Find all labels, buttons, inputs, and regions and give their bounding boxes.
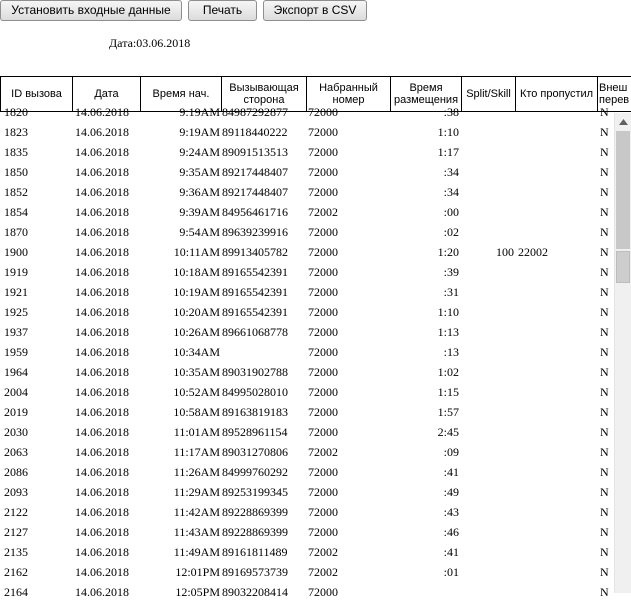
table-row[interactable] <box>0 582 614 602</box>
cell-dialed-number: 72000 <box>308 325 338 339</box>
table-row[interactable] <box>0 182 614 202</box>
cell-start-time: 9:19AM <box>179 105 220 119</box>
cell-start-time: 10:20AM <box>173 305 220 319</box>
cell-caller: 89228869399 <box>222 525 288 539</box>
table-row[interactable] <box>0 422 614 442</box>
cell-date: 14.06.2018 <box>75 405 129 419</box>
cell-start-time: 11:43AM <box>173 525 220 539</box>
header-dialed-number[interactable]: Набранный номер <box>307 77 391 112</box>
cell-start-time: 11:49AM <box>173 545 220 559</box>
cell-call-id: 2135 <box>4 545 28 559</box>
scroll-up-arrow[interactable] <box>615 113 631 130</box>
cell-placement-time: :41 <box>443 465 459 479</box>
table-row[interactable] <box>0 242 614 262</box>
cell-split-skill <box>462 202 514 222</box>
table-row[interactable] <box>0 122 614 142</box>
cell-external-transfer: N <box>600 445 609 459</box>
cell-placement-time: :39 <box>443 265 459 279</box>
table-row[interactable] <box>0 442 614 462</box>
cell-split-skill <box>462 162 514 182</box>
cell-split-skill <box>462 322 514 342</box>
cell-caller: 84956461716 <box>222 205 288 219</box>
cell-placement-time: 1:57 <box>437 405 459 419</box>
cell-external-transfer: N <box>600 185 609 199</box>
cell-call-id: 2127 <box>4 525 28 539</box>
cell-external-transfer: N <box>600 545 609 559</box>
cell-split-skill <box>462 542 514 562</box>
table-row[interactable] <box>0 382 614 402</box>
table-row[interactable] <box>0 202 614 222</box>
cell-placement-time: :38 <box>443 105 459 119</box>
cell-dialed-number: 72000 <box>308 145 338 159</box>
report-date: Дата:03.06.2018 <box>109 36 191 50</box>
cell-external-transfer: N <box>600 345 609 359</box>
cell-date: 14.06.2018 <box>75 425 129 439</box>
table-row[interactable] <box>0 322 614 342</box>
cell-call-id: 1820 <box>4 105 28 119</box>
cell-call-id: 1850 <box>4 165 28 179</box>
cell-call-id: 2019 <box>4 405 28 419</box>
cell-external-transfer: N <box>600 505 609 519</box>
cell-date: 14.06.2018 <box>75 585 129 599</box>
cell-call-id: 2162 <box>4 565 28 579</box>
table-row[interactable] <box>0 162 614 182</box>
cell-caller: 89639239916 <box>222 225 288 239</box>
table-rows <box>0 102 614 602</box>
triangle-up-icon <box>619 119 628 125</box>
print-button[interactable]: Печать <box>188 0 257 21</box>
cell-caller: 89031270806 <box>222 445 288 459</box>
cell-split-skill <box>462 442 514 462</box>
cell-placement-time: :00 <box>443 205 459 219</box>
cell-external-transfer: N <box>600 145 609 159</box>
cell-placement-time: :34 <box>443 165 459 179</box>
cell-date: 14.06.2018 <box>75 305 129 319</box>
cell-dialed-number: 72000 <box>308 465 338 479</box>
cell-start-time: 11:42AM <box>173 505 220 519</box>
cell-call-id: 1835 <box>4 145 28 159</box>
cell-call-id: 2086 <box>4 465 28 479</box>
cell-placement-time: 2:45 <box>437 425 459 439</box>
cell-start-time: 9:24AM <box>179 145 220 159</box>
cell-dialed-number: 72000 <box>308 245 338 259</box>
cell-start-time: 10:19AM <box>173 285 220 299</box>
table-row[interactable] <box>0 282 614 302</box>
cell-dialed-number: 72000 <box>308 525 338 539</box>
cell-dialed-number: 72000 <box>308 165 338 179</box>
cell-start-time: 10:35AM <box>173 365 220 379</box>
cell-call-id: 1870 <box>4 225 28 239</box>
cell-placement-time: :46 <box>443 525 459 539</box>
header-start-time[interactable]: Время нач. <box>141 77 222 112</box>
cell-start-time: 11:26AM <box>173 465 220 479</box>
cell-call-id: 2122 <box>4 505 28 519</box>
cell-external-transfer: N <box>600 365 609 379</box>
cell-caller: 89169573739 <box>222 565 288 579</box>
cell-start-time: 9:35AM <box>179 165 220 179</box>
cell-external-transfer: N <box>600 265 609 279</box>
cell-placement-time: 1:20 <box>437 245 459 259</box>
cell-caller: 89032208414 <box>222 585 288 599</box>
cell-external-transfer: N <box>600 165 609 179</box>
table-row[interactable] <box>0 342 614 362</box>
header-date[interactable]: Дата <box>73 77 141 112</box>
cell-date: 14.06.2018 <box>75 165 129 179</box>
scrollbar-track[interactable] <box>616 131 630 249</box>
scrollbar-thumb[interactable] <box>616 251 630 283</box>
cell-placement-time: :13 <box>443 345 459 359</box>
table-row[interactable] <box>0 142 614 162</box>
cell-caller: 89118440222 <box>222 125 288 139</box>
cell-external-transfer: N <box>600 105 609 119</box>
cell-date: 14.06.2018 <box>75 385 129 399</box>
table-row[interactable] <box>0 402 614 422</box>
cell-dialed-number: 72000 <box>308 225 338 239</box>
cell-caller: 89528961154 <box>222 425 288 439</box>
table-row[interactable] <box>0 462 614 482</box>
table-row[interactable] <box>0 262 614 282</box>
cell-external-transfer: N <box>600 585 609 599</box>
cell-start-time: 10:34AM <box>173 345 220 359</box>
cell-caller: 84987292877 <box>222 105 288 119</box>
cell-split-skill <box>462 522 514 542</box>
cell-date: 14.06.2018 <box>75 285 129 299</box>
cell-dialed-number: 72002 <box>308 445 338 459</box>
cell-placement-time: :31 <box>443 285 459 299</box>
cell-external-transfer: N <box>600 405 609 419</box>
cell-start-time: 11:01AM <box>173 425 220 439</box>
cell-dialed-number: 72000 <box>308 125 338 139</box>
set-input-data-button[interactable]: Установить входные данные <box>0 0 182 21</box>
cell-date: 14.06.2018 <box>75 225 129 239</box>
calls-table <box>0 76 631 599</box>
cell-call-id: 1852 <box>4 185 28 199</box>
cell-date: 14.06.2018 <box>75 185 129 199</box>
table-row[interactable] <box>0 302 614 322</box>
cell-caller: 89217448407 <box>222 185 288 199</box>
cell-dialed-number: 72000 <box>308 585 338 599</box>
table-row[interactable] <box>0 102 614 122</box>
cell-placement-time: 1:02 <box>437 365 459 379</box>
cell-start-time: 10:26AM <box>173 325 220 339</box>
cell-placement-time: :43 <box>443 505 459 519</box>
cell-split-skill <box>462 262 514 282</box>
cell-call-id: 1919 <box>4 265 28 279</box>
cell-call-id: 1921 <box>4 285 28 299</box>
cell-date: 14.06.2018 <box>75 365 129 379</box>
cell-split-skill <box>462 102 514 122</box>
cell-start-time: 9:19AM <box>179 125 220 139</box>
cell-call-id: 2164 <box>4 585 28 599</box>
cell-placement-time: 1:15 <box>437 385 459 399</box>
cell-start-time: 11:17AM <box>173 445 220 459</box>
cell-caller: 89228869399 <box>222 505 288 519</box>
header-call-id[interactable]: ID вызова <box>0 77 73 112</box>
header-external-transfer[interactable]: Внеш перев <box>598 77 631 112</box>
cell-date: 14.06.2018 <box>75 525 129 539</box>
cell-split-skill <box>462 462 514 482</box>
cell-start-time: 9:39AM <box>179 205 220 219</box>
cell-split-skill <box>462 582 514 602</box>
cell-date: 14.06.2018 <box>75 205 129 219</box>
cell-caller: 89253199345 <box>222 485 288 499</box>
cell-external-transfer: N <box>600 565 609 579</box>
cell-dialed-number: 72000 <box>308 345 338 359</box>
cell-caller: 89661068778 <box>222 325 288 339</box>
cell-placement-time: :02 <box>443 225 459 239</box>
cell-split-skill <box>462 282 514 302</box>
table-row[interactable] <box>0 522 614 542</box>
cell-date: 14.06.2018 <box>75 265 129 279</box>
cell-dialed-number: 72000 <box>308 405 338 419</box>
cell-call-id: 1823 <box>4 125 28 139</box>
cell-call-id: 1900 <box>4 245 28 259</box>
cell-start-time: 10:52AM <box>173 385 220 399</box>
cell-split-skill: 100 <box>496 245 514 259</box>
cell-dialed-number: 72000 <box>308 365 338 379</box>
cell-caller: 89165542391 <box>222 285 288 299</box>
cell-placement-time: 1:10 <box>437 305 459 319</box>
table-row[interactable] <box>0 362 614 382</box>
header-split-skill[interactable]: Split/Skill <box>462 77 516 112</box>
cell-external-transfer: N <box>600 225 609 239</box>
cell-dialed-number: 72000 <box>308 425 338 439</box>
cell-date: 14.06.2018 <box>75 485 129 499</box>
cell-call-id: 2030 <box>4 425 28 439</box>
cell-call-id: 1854 <box>4 205 28 219</box>
cell-split-skill <box>462 122 514 142</box>
cell-split-skill <box>462 562 514 582</box>
cell-date: 14.06.2018 <box>75 565 129 579</box>
cell-placement-time: :41 <box>443 545 459 559</box>
cell-date: 14.06.2018 <box>75 445 129 459</box>
export-csv-button[interactable]: Экспорт в CSV <box>263 0 367 21</box>
cell-date: 14.06.2018 <box>75 145 129 159</box>
header-placement-time[interactable]: Время размещения <box>391 77 462 112</box>
cell-caller: 89217448407 <box>222 165 288 179</box>
cell-caller: 84995028010 <box>222 385 288 399</box>
cell-split-skill <box>462 362 514 382</box>
cell-split-skill <box>462 402 514 422</box>
cell-call-id: 1925 <box>4 305 28 319</box>
cell-placement-time: :09 <box>443 445 459 459</box>
cell-split-skill <box>462 222 514 242</box>
cell-start-time: 9:54AM <box>179 225 220 239</box>
table-row[interactable] <box>0 542 614 562</box>
cell-placement-time: :34 <box>443 185 459 199</box>
cell-caller: 89913405782 <box>222 245 288 259</box>
cell-placement-time: 1:13 <box>437 325 459 339</box>
cell-dialed-number: 72000 <box>308 285 338 299</box>
cell-start-time: 10:18AM <box>173 265 220 279</box>
cell-external-transfer: N <box>600 425 609 439</box>
cell-date: 14.06.2018 <box>75 245 129 259</box>
cell-split-skill <box>462 482 514 502</box>
cell-external-transfer: N <box>600 385 609 399</box>
cell-caller: 89163819183 <box>222 405 288 419</box>
cell-start-time: 12:05PM <box>175 585 220 599</box>
cell-date: 14.06.2018 <box>75 325 129 339</box>
cell-placement-time <box>392 582 459 602</box>
cell-dialed-number: 72000 <box>308 185 338 199</box>
cell-split-skill <box>462 142 514 162</box>
cell-external-transfer: N <box>600 465 609 479</box>
cell-date: 14.06.2018 <box>75 105 129 119</box>
cell-external-transfer: N <box>600 485 609 499</box>
cell-external-transfer: N <box>600 525 609 539</box>
cell-start-time: 11:29AM <box>173 485 220 499</box>
cell-split-skill <box>462 342 514 362</box>
cell-external-transfer: N <box>600 305 609 319</box>
cell-caller: 89031902788 <box>222 365 288 379</box>
cell-external-transfer: N <box>600 245 609 259</box>
cell-call-id: 1937 <box>4 325 28 339</box>
cell-start-time: 9:36AM <box>179 185 220 199</box>
vertical-scrollbar[interactable] <box>614 113 631 593</box>
cell-call-id: 1959 <box>4 345 28 359</box>
cell-dialed-number: 72000 <box>308 305 338 319</box>
cell-placement-time: :01 <box>443 565 459 579</box>
cell-call-id: 2063 <box>4 445 28 459</box>
cell-dialed-number: 72002 <box>308 565 338 579</box>
cell-caller: 89161811489 <box>222 545 288 559</box>
cell-split-skill <box>462 422 514 442</box>
cell-split-skill <box>462 302 514 322</box>
cell-dialed-number: 72002 <box>308 545 338 559</box>
cell-date: 14.06.2018 <box>75 465 129 479</box>
cell-call-id: 2004 <box>4 385 28 399</box>
cell-date: 14.06.2018 <box>75 125 129 139</box>
cell-split-skill <box>462 382 514 402</box>
cell-start-time: 10:58AM <box>173 405 220 419</box>
cell-call-id: 1964 <box>4 365 28 379</box>
cell-date: 14.06.2018 <box>75 545 129 559</box>
table-row[interactable] <box>0 482 614 502</box>
cell-dialed-number: 72000 <box>308 265 338 279</box>
cell-date: 14.06.2018 <box>75 345 129 359</box>
table-body <box>0 105 614 599</box>
cell-start-time: 12:01PM <box>175 565 220 579</box>
cell-dialed-number: 72000 <box>308 385 338 399</box>
cell-external-transfer: N <box>600 125 609 139</box>
cell-start-time: 10:11AM <box>173 245 220 259</box>
cell-placement-time: 1:17 <box>437 145 459 159</box>
cell-split-skill <box>462 502 514 522</box>
table-row[interactable] <box>0 502 614 522</box>
cell-dialed-number: 72000 <box>308 505 338 519</box>
cell-date: 14.06.2018 <box>75 505 129 519</box>
cell-caller: 89165542391 <box>222 305 288 319</box>
table-row[interactable] <box>0 222 614 242</box>
cell-caller: 89165542391 <box>222 265 288 279</box>
cell-dialed-number: 72000 <box>308 485 338 499</box>
header-caller[interactable]: Вызывающая сторона <box>222 77 307 112</box>
cell-call-id: 2093 <box>4 485 28 499</box>
cell-caller: 84999760292 <box>222 465 288 479</box>
cell-dialed-number: 72000 <box>308 105 338 119</box>
cell-caller: 89091513513 <box>222 145 288 159</box>
cell-external-transfer: N <box>600 205 609 219</box>
cell-placement-time: :49 <box>443 485 459 499</box>
header-missed-by[interactable]: Кто пропустил <box>516 77 598 112</box>
cell-external-transfer: N <box>600 325 609 339</box>
table-row[interactable] <box>0 562 614 582</box>
cell-dialed-number: 72002 <box>308 205 338 219</box>
cell-split-skill <box>462 182 514 202</box>
cell-placement-time: 1:10 <box>437 125 459 139</box>
cell-missed-by: 22002 <box>518 245 548 259</box>
cell-external-transfer: N <box>600 285 609 299</box>
